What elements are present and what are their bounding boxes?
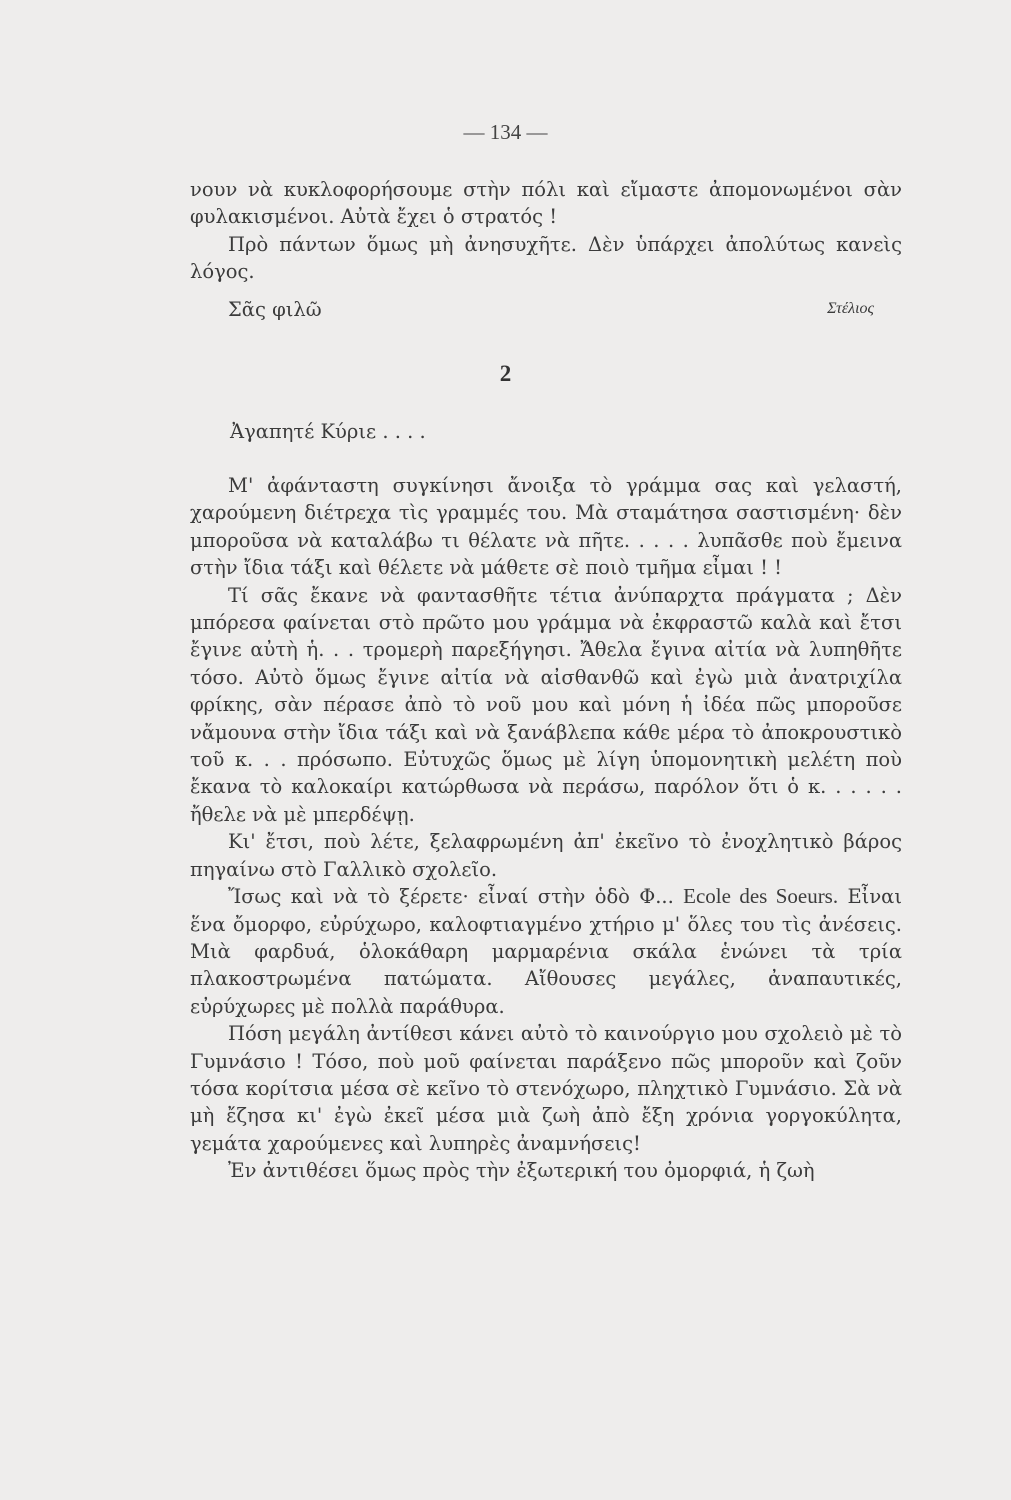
school-name: Ecole des Soeurs. — [683, 884, 839, 909]
letter-1-text — [190, 176, 902, 286]
signature: Στέλιος — [827, 300, 874, 317]
paragraph: Κι' ἔτσι, ποὺ λέτε, ξελαφρωμένη ἀπ' ἐκεῖνο τὸ ἐνοχλητικὸ βάρος πηγαίνω στὸ Γαλλικὸ σχολεῖο. — [190, 830, 902, 881]
salutation: Ἀγαπητέ Κύριε . . . . — [230, 420, 426, 443]
paragraph: Τί σᾶς ἔκανε νὰ φαντασθῆτε τέτια ἀνύπαρχτα πράγματα ; Δὲν μπόρεσα φαίνεται στὸ πρῶτο μου γράμμα νὰ ἐκφραστῶ καλὰ καὶ ἔτσι ἔγινε αὐτὴ ἡ. . . τρομερὴ παρεξήγησι. Ἄθελα ἔγινα αἰτία νὰ λυπηθῆτε τόσο. Αὐτὸ ὅμως ἔγινε αἰτία νὰ αἰσθανθῶ καὶ ἐγὼ μιὰ ἀνατριχίλα φρίκης, σὰν πέρασε ἀπὸ τὸ νοῦ μου καὶ μόνη ἡ ἰδέα πῶς μποροῦσε νἄμουνα στὴν ἴδια τάξι καὶ νὰ ξανάβλεπα κάθε μέρα τὸ ἀποκρουστικὸ τοῦ κ. . . πρόσωπο. Εὐτυχῶς ὅμως μὲ λίγη ὑπομονητικὴ μελέτη ποὺ ἔκανα τὸ καλοκαίρι κατώρθωσα νὰ περάσω, παρόλον ὅτι ὁ κ. . . . . . ἤθελε νὰ μὲ μπερδέψῃ. — [190, 583, 902, 826]
paragraph: Ἐν ἀντιθέσει ὅμως πρὸς τὴν ἐξωτερική του ὀμορφιά, ἡ ζωὴ — [228, 1159, 815, 1183]
paragraph — [190, 883, 902, 1020]
paragraph: Μ' ἀφάνταστη συγκίνησι ἄνοιξα τὸ γράμμα σας καὶ γελαστή, χαρούμενη διέτρεχα τὶς γραμμές του. Μὰ σταμάτησα σαστισμένη· δὲν μποροῦσα νὰ καταλάβω τι θέλατε νὰ πῆτε. . . . . λυπᾶσθε ποὺ ἔμεινα στὴν ἴδια τάξι καὶ θέλετε νὰ μάθετε σὲ ποιὸ τμῆμα εἶμαι ! ! — [190, 474, 902, 580]
closing-greeting: Σᾶς φιλῶ — [228, 298, 322, 321]
paragraph-start: Ἴσως καὶ νὰ τὸ ξέρετε· εἶναί στὴν ὁδὸ Φ... — [228, 885, 674, 909]
paragraph: Πόση μεγάλη ἀντίθεσι κάνει αὐτὸ τὸ καινούργιο μου σχολειὸ μὲ τὸ Γυμνάσιο ! Τόσο, ποὺ μοῦ φαίνεται παράξενο πῶς μποροῦν καὶ ζοῦν τόσα κορίτσια μέσα σὲ κεῖνο τὸ στενόχωρο, πληχτικὸ Γυμνάσιο. Σὰ νὰ μὴ ἔζησα κι' ἐγὼ ἐκεῖ μέσα μιὰ ζωὴ ἀπὸ ἔξη χρόνια γοργοκύλητα, γεμάτα χαρούμενες καὶ λυπηρὲς ἀναμνήσεις! — [190, 1022, 902, 1155]
paragraph-rest: Εἶναι ἕνα ὄμορφο, εὐρύχωρο, καλοφτιαγμένο χτήριο μ' ὅλες του τὶς ἀνέσεις. Μιὰ φαρδυά, ὁλοκάθαρη μαρμαρένια σκάλα ἑνώνει τὰ τρία πλακοστρωμένα πατώματα. Αἴθουσες μεγάλες, ἀναπαυτικές, εὐρύχωρες μὲ πολλὰ παράθυρα. — [190, 885, 902, 1018]
paragraph: νουν νὰ κυκλοφορήσουμε στὴν πόλι καὶ εἴμαστε ἀπομονωμένοι σὰν φυλακισμένοι. Αὐτὰ ἔχει ὁ στρατός ! — [190, 178, 902, 229]
paragraph: Πρὸ πάντων ὅμως μὴ ἀνησυχῆτε. Δὲν ὑπάρχει ἀπολύτως κανεὶς λόγος. — [190, 232, 902, 284]
letter-number: 2 — [499, 361, 512, 386]
letter-2-text — [190, 472, 902, 1185]
page-number: — 134 — — [463, 120, 548, 144]
